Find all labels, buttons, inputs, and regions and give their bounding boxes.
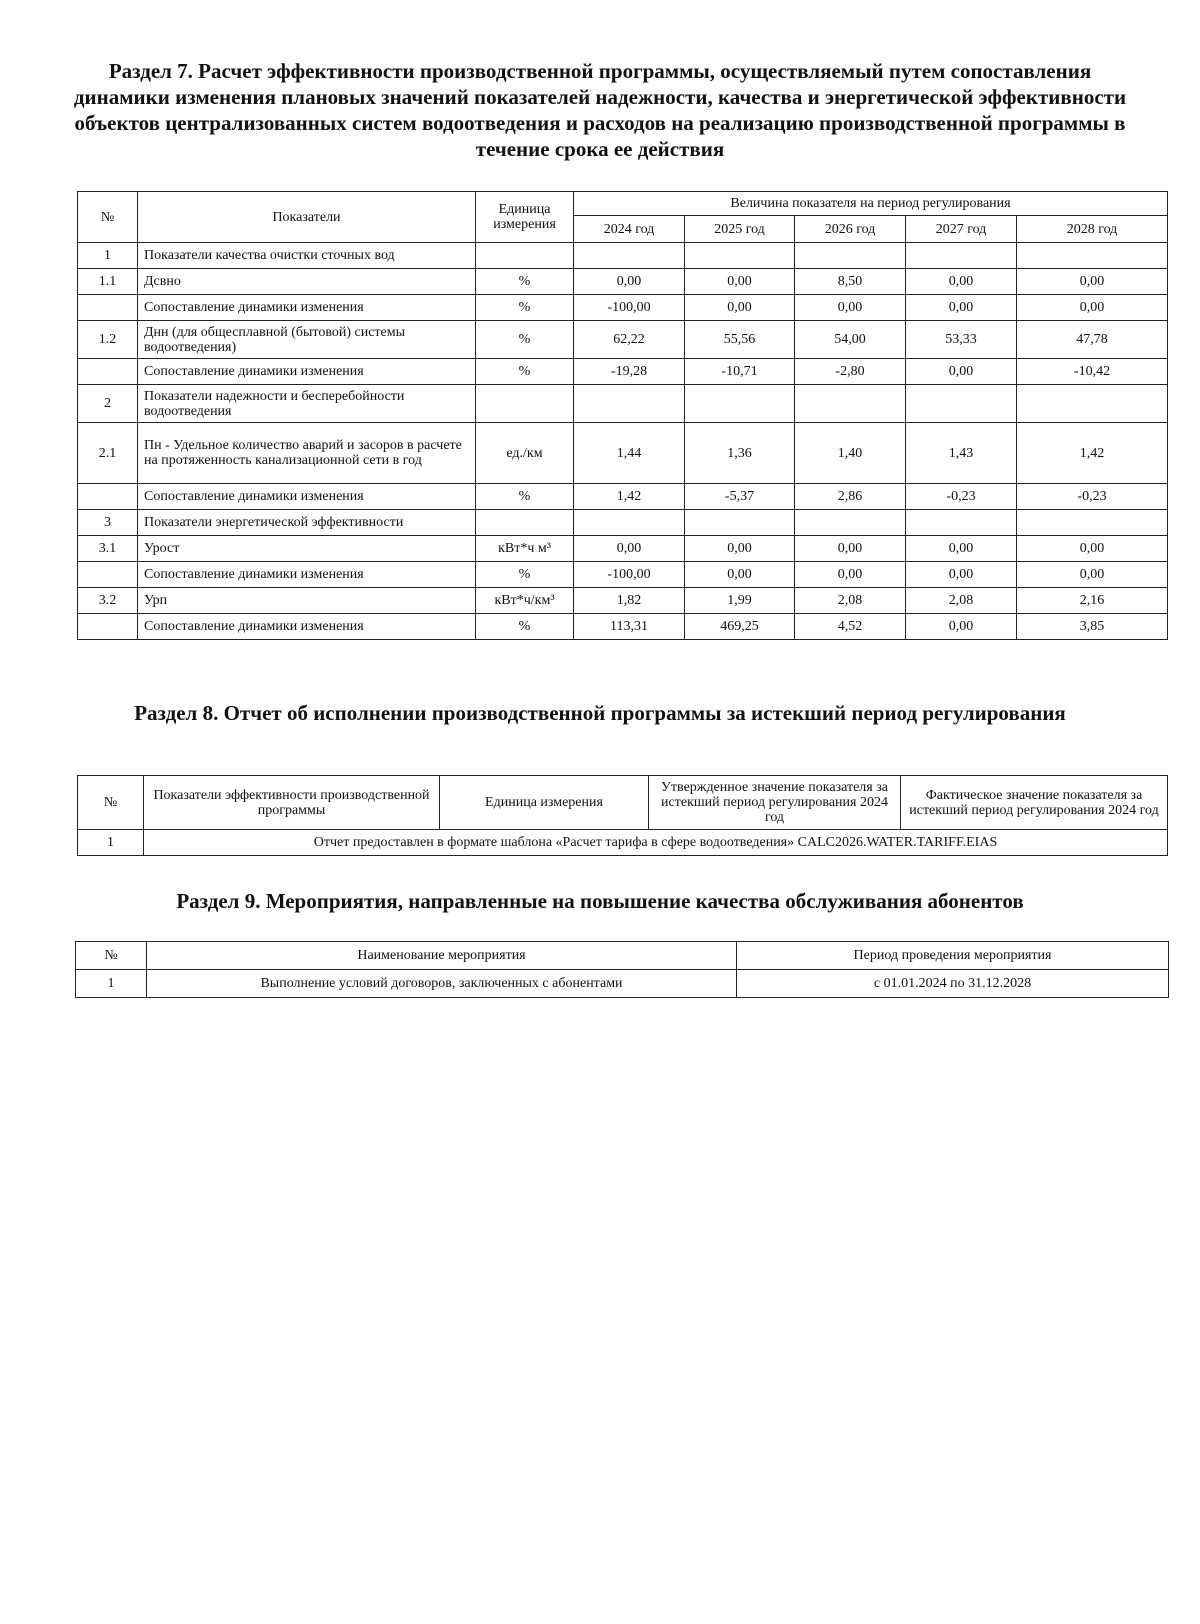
value-cell: 1,44 <box>574 423 685 484</box>
measure-name: Выполнение условий договоров, заключенных с абонентами <box>147 970 737 998</box>
value-cell: 55,56 <box>685 321 795 359</box>
indicator-name: Урп <box>138 588 476 614</box>
value-cell: -0,23 <box>906 484 1017 510</box>
value-cell: 1,82 <box>574 588 685 614</box>
value-cell: 0,00 <box>906 295 1017 321</box>
unit-cell: кВт*ч м³ <box>476 536 574 562</box>
value-cell: 2,16 <box>1017 588 1168 614</box>
unit-cell <box>476 385 574 423</box>
indicator-name: Сопоставление динамики изменения <box>138 562 476 588</box>
section-9-title: Раздел 9. Мероприятия, направленные на повышение качества обслуживания абонентов <box>176 889 1024 913</box>
value-cell: 0,00 <box>795 536 906 562</box>
unit-cell: ед./км <box>476 423 574 484</box>
indicator-name: Показатели энергетической эффективности <box>138 510 476 536</box>
unit-cell: % <box>476 484 574 510</box>
table-row <box>78 269 1168 295</box>
value-cell: 469,25 <box>685 614 795 640</box>
table-row <box>78 484 1168 510</box>
row-num: 2.1 <box>78 423 138 484</box>
indicator-name: Дсвно <box>138 269 476 295</box>
row-num: 3.2 <box>78 588 138 614</box>
col-header-year: 2028 год <box>1017 216 1168 243</box>
indicator-name: Пн - Удельное количество аварий и засоров в расчете на протяженность канализационной сети в год <box>138 423 476 484</box>
value-cell: 1,43 <box>906 423 1017 484</box>
col-header-indicator: Показатели <box>138 192 476 243</box>
table-row <box>78 830 1168 856</box>
col-header-year: 2025 год <box>685 216 795 243</box>
row-num: 1.1 <box>78 269 138 295</box>
unit-cell <box>476 243 574 269</box>
program-report-table <box>77 775 1168 856</box>
measure-period: с 01.01.2024 по 31.12.2028 <box>737 970 1169 998</box>
unit-cell: кВт*ч/км³ <box>476 588 574 614</box>
col-header-unit: Единица измерения <box>440 776 649 830</box>
measures-table <box>75 941 1169 998</box>
col-header-year: 2024 год <box>574 216 685 243</box>
value-cell <box>795 243 906 269</box>
value-cell <box>574 243 685 269</box>
value-cell: 8,50 <box>795 269 906 295</box>
col-header-period: Величина показателя на период регулирования <box>574 192 1168 216</box>
report-note: Отчет предоставлен в формате шаблона «Расчет тарифа в сфере водоотведения» CALC2026.WATER.TARIFF.EIAS <box>144 830 1168 856</box>
value-cell: 0,00 <box>685 269 795 295</box>
value-cell: 2,08 <box>795 588 906 614</box>
value-cell <box>906 510 1017 536</box>
indicator-name: Показатели качества очистки сточных вод <box>138 243 476 269</box>
row-num: 3.1 <box>78 536 138 562</box>
unit-cell: % <box>476 359 574 385</box>
row-num <box>78 562 138 588</box>
value-cell: 3,85 <box>1017 614 1168 640</box>
value-cell: -5,37 <box>685 484 795 510</box>
value-cell: -10,42 <box>1017 359 1168 385</box>
value-cell: 0,00 <box>574 269 685 295</box>
value-cell: 1,42 <box>1017 423 1168 484</box>
value-cell <box>795 510 906 536</box>
row-num: 2 <box>78 385 138 423</box>
value-cell: 0,00 <box>795 562 906 588</box>
row-num: 1 <box>78 830 144 856</box>
value-cell: 4,52 <box>795 614 906 640</box>
row-num: 3 <box>78 510 138 536</box>
value-cell: -19,28 <box>574 359 685 385</box>
row-num <box>78 359 138 385</box>
value-cell <box>1017 243 1168 269</box>
value-cell: 0,00 <box>574 536 685 562</box>
value-cell: 0,00 <box>1017 269 1168 295</box>
unit-cell <box>476 510 574 536</box>
value-cell: 0,00 <box>906 536 1017 562</box>
value-cell: 0,00 <box>685 536 795 562</box>
value-cell: 0,00 <box>1017 562 1168 588</box>
col-header-year: 2027 год <box>906 216 1017 243</box>
section-8-title: Раздел 8. Отчет об исполнении производственной программы за истекший период регулирования <box>134 701 1066 725</box>
value-cell <box>1017 385 1168 423</box>
indicator-name: Урост <box>138 536 476 562</box>
value-cell <box>574 510 685 536</box>
value-cell <box>906 385 1017 423</box>
col-header-num: № <box>78 776 144 830</box>
value-cell: 0,00 <box>1017 295 1168 321</box>
table-row <box>78 243 1168 269</box>
col-header-year: 2026 год <box>795 216 906 243</box>
indicator-name: Сопоставление динамики изменения <box>138 614 476 640</box>
col-header-approved: Утвержденное значение показателя за истекший период регулирования 2024 год <box>649 776 901 830</box>
indicator-name: Днн (для общесплавной (бытовой) системы водоотведения) <box>138 321 476 359</box>
table-row <box>78 510 1168 536</box>
value-cell: -100,00 <box>574 562 685 588</box>
value-cell: -2,80 <box>795 359 906 385</box>
value-cell: 0,00 <box>906 614 1017 640</box>
value-cell: 2,08 <box>906 588 1017 614</box>
row-num: 1 <box>76 970 147 998</box>
unit-cell: % <box>476 321 574 359</box>
value-cell: 0,00 <box>685 562 795 588</box>
value-cell: 0,00 <box>1017 536 1168 562</box>
table-row <box>78 321 1168 359</box>
col-header-num: № <box>78 192 138 243</box>
indicator-name: Показатели надежности и бесперебойности водоотведения <box>138 385 476 423</box>
value-cell: 47,78 <box>1017 321 1168 359</box>
value-cell <box>685 510 795 536</box>
value-cell: 1,40 <box>795 423 906 484</box>
value-cell: 62,22 <box>574 321 685 359</box>
col-header-unit: Единица измерения <box>476 192 574 243</box>
table-row <box>78 423 1168 484</box>
unit-cell: % <box>476 295 574 321</box>
unit-cell: % <box>476 614 574 640</box>
col-header-actual: Фактическое значение показателя за истекший период регулирования 2024 год <box>901 776 1168 830</box>
table-row <box>78 536 1168 562</box>
table-row <box>78 295 1168 321</box>
indicator-name: Сопоставление динамики изменения <box>138 295 476 321</box>
value-cell: 1,36 <box>685 423 795 484</box>
efficiency-table-body <box>78 243 1168 640</box>
section-7-title: Раздел 7. Расчет эффективности производственной программы, осуществляемый путем сопоставления динамики изменения плановых значений показателей надежности, качества и энергетической эффективности объектов централизованных систем водоотведения и расходов на реализацию производственной программы в течение срока ее действия <box>73 59 1127 161</box>
row-num <box>78 484 138 510</box>
value-cell: 54,00 <box>795 321 906 359</box>
value-cell: 1,99 <box>685 588 795 614</box>
value-cell: 53,33 <box>906 321 1017 359</box>
value-cell <box>574 385 685 423</box>
col-header-num: № <box>76 942 147 970</box>
col-header-period: Период проведения мероприятия <box>737 942 1169 970</box>
value-cell: 0,00 <box>906 359 1017 385</box>
row-num: 1 <box>78 243 138 269</box>
row-num: 1.2 <box>78 321 138 359</box>
table-row <box>78 385 1168 423</box>
col-header-name: Наименование мероприятия <box>147 942 737 970</box>
value-cell: 0,00 <box>906 562 1017 588</box>
value-cell: -0,23 <box>1017 484 1168 510</box>
row-num <box>78 295 138 321</box>
value-cell: -100,00 <box>574 295 685 321</box>
col-header-indicators: Показатели эффективности производственной программы <box>144 776 440 830</box>
row-num <box>78 614 138 640</box>
table-row <box>76 970 1169 998</box>
indicator-name: Сопоставление динамики изменения <box>138 484 476 510</box>
table-row <box>78 359 1168 385</box>
indicator-name: Сопоставление динамики изменения <box>138 359 476 385</box>
value-cell: -10,71 <box>685 359 795 385</box>
value-cell <box>1017 510 1168 536</box>
table-row <box>78 562 1168 588</box>
value-cell <box>906 243 1017 269</box>
table-row <box>78 588 1168 614</box>
value-cell: 0,00 <box>906 269 1017 295</box>
value-cell <box>795 385 906 423</box>
value-cell: 0,00 <box>685 295 795 321</box>
value-cell <box>685 243 795 269</box>
efficiency-table <box>77 191 1168 640</box>
unit-cell: % <box>476 269 574 295</box>
value-cell <box>685 385 795 423</box>
table-row <box>78 614 1168 640</box>
value-cell: 0,00 <box>795 295 906 321</box>
value-cell: 113,31 <box>574 614 685 640</box>
value-cell: 2,86 <box>795 484 906 510</box>
value-cell: 1,42 <box>574 484 685 510</box>
unit-cell: % <box>476 562 574 588</box>
